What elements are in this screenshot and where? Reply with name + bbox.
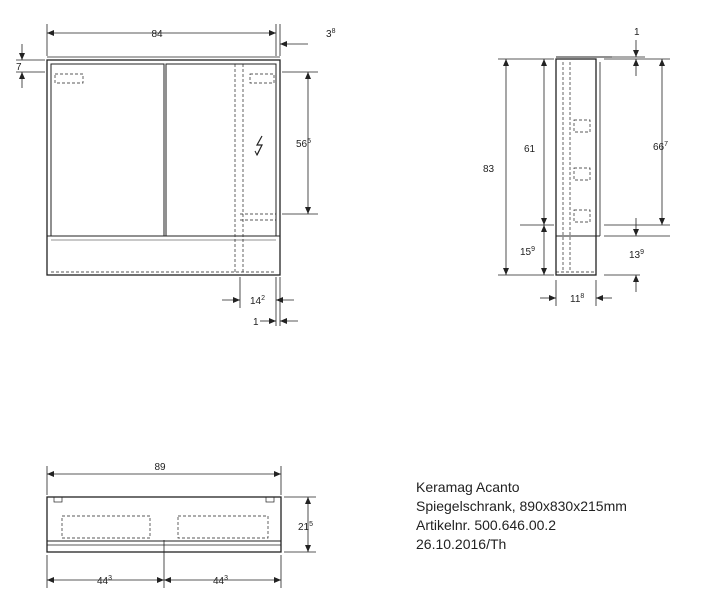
side-total-height-label: 83: [483, 164, 495, 175]
top-left-half-label: $44^3$: [97, 575, 113, 587]
article-number: Artikelnr. 500.646.00.2: [416, 517, 557, 533]
top-right-half-label: $44^3$: [213, 575, 229, 587]
top-width-label: 89: [154, 462, 166, 473]
electric-symbol-icon: [257, 136, 262, 155]
left-door: [51, 64, 164, 236]
product-description: Spiegelschrank, 890x830x215mm: [416, 498, 627, 514]
side-top-label: 1: [634, 27, 640, 38]
front-shelf-height-label: $56^5$: [296, 138, 312, 150]
front-width-label: 84: [151, 29, 163, 40]
side-right-height-label: $66^7$: [653, 141, 669, 153]
side-depth-label: $11^8$: [570, 293, 585, 305]
side-inner-height-label: 61: [524, 144, 536, 155]
product-info: [416, 478, 627, 554]
front-gap-label: 1: [253, 317, 259, 328]
drawing-date: 26.10.2016/Th: [416, 536, 507, 552]
side-view: [556, 57, 612, 275]
product-name: Keramag Acanto: [416, 479, 520, 495]
front-side-depth-label: $14^2$: [250, 295, 266, 307]
side-dimensions: [498, 40, 670, 306]
side-bottom-inner-label: $15^9$: [520, 246, 536, 258]
top-dimensions: [47, 466, 316, 588]
top-depth-label: $21^5$: [298, 521, 314, 533]
side-cabinet-outline: [556, 59, 596, 275]
front-dimensions: [16, 24, 318, 326]
side-right-bottom-label: $13^9$: [629, 249, 645, 261]
front-top-right-label: $3^8$: [326, 28, 336, 40]
front-top-left-label: 7: [16, 62, 22, 73]
front-view: [47, 57, 280, 275]
